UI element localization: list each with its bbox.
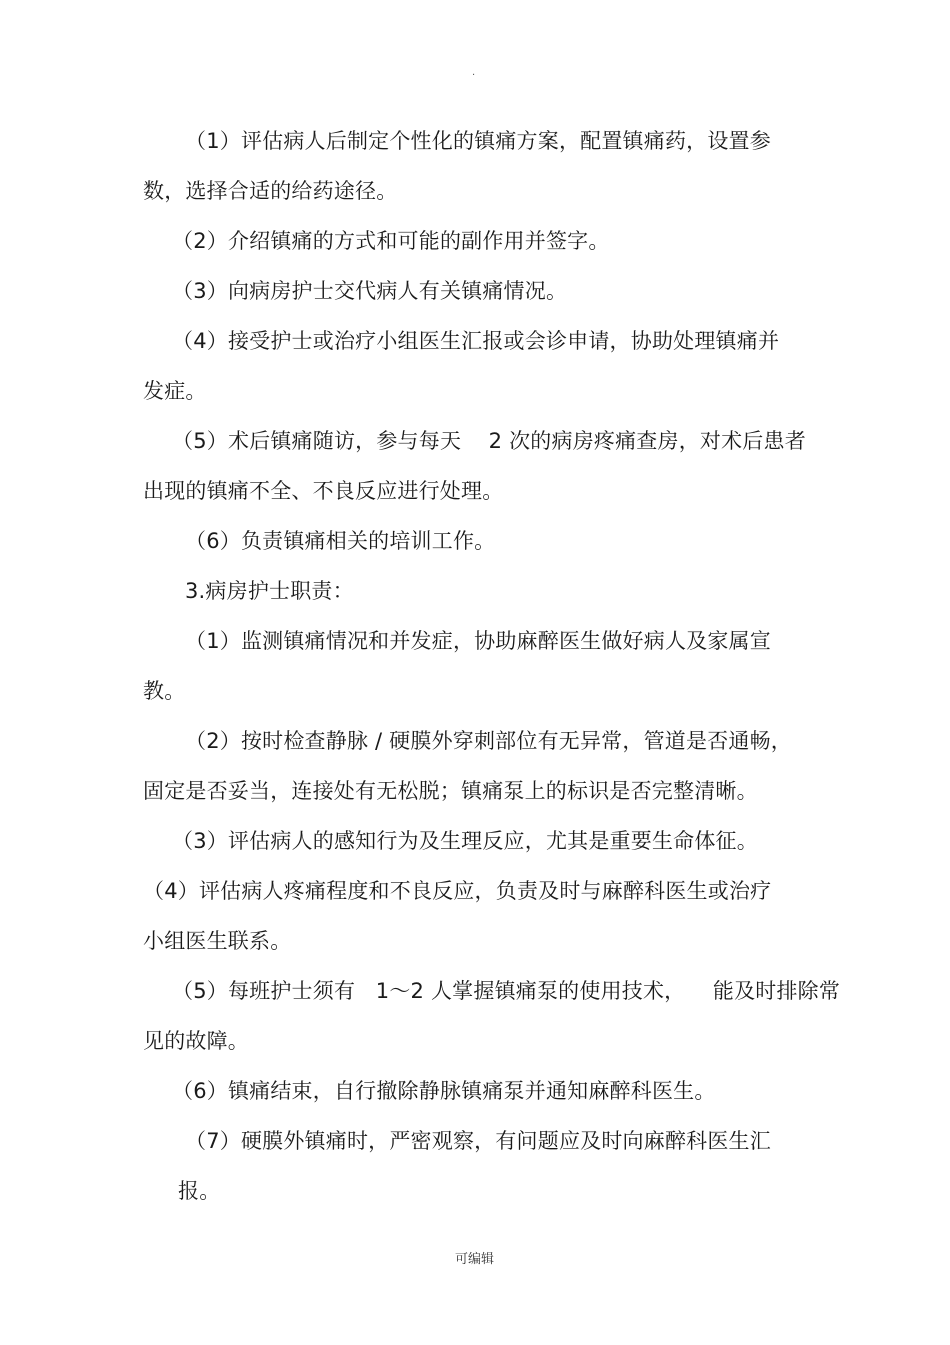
text-line: （4）评估病人疼痛程度和不良反应，负责及时与麻醉科医生或治疗 (143, 879, 772, 903)
text-line: 固定是否妥当，连接处有无松脱；镇痛泵上的标识是否完整清晰。 (143, 779, 758, 803)
text-line: 小组医生联系。 (143, 929, 292, 953)
text-line: 报。 (178, 1179, 221, 1203)
text-line: （1）评估病人后制定个性化的镇痛方案，配置镇痛药，设置参 (185, 129, 771, 153)
text-line: （3）评估病人的感知行为及生理反应，尤其是重要生命体征。 (172, 829, 758, 853)
text-line: （7）硬膜外镇痛时，严密观察，有问题应及时向麻醉科医生汇 (185, 1129, 771, 1153)
text-line: （6）镇痛结束，自行撤除静脉镇痛泵并通知麻醉科医生。 (172, 1079, 716, 1103)
footer-label: 可编辑 (455, 1252, 495, 1267)
text-line: 数，选择合适的给药途径。 (143, 179, 398, 203)
text-line: （5）每班护士须有 1～2 人掌握镇痛泵的使用技术， 能及时排除常 (172, 979, 841, 1003)
text-line: （2）介绍镇痛的方式和可能的副作用并签字。 (172, 229, 610, 253)
text-line: （3）向病房护士交代病人有关镇痛情况。 (172, 279, 568, 303)
text-line: 发症。 (143, 379, 207, 403)
text-line: （6）负责镇痛相关的培训工作。 (185, 529, 496, 553)
text-line: （5）术后镇痛随访，参与每天 2 次的病房疼痛查房，对术后患者 (172, 429, 806, 453)
text-line: 出现的镇痛不全、不良反应进行处理。 (143, 479, 504, 503)
text-line: （1）监测镇痛情况和并发症，协助麻醉医生做好病人及家属宣 (185, 629, 771, 653)
header-mark: · (472, 70, 476, 81)
section-heading: 3.病房护士职责： (185, 579, 354, 603)
text-line: （4）接受护士或治疗小组医生汇报或会诊申请，协助处理镇痛并 (172, 329, 780, 353)
text-line: 教。 (143, 679, 186, 703)
text-line: （2）按时检查静脉 / 硬膜外穿刺部位有无异常，管道是否通畅， (185, 729, 792, 753)
text-line: 见的故障。 (143, 1029, 249, 1053)
